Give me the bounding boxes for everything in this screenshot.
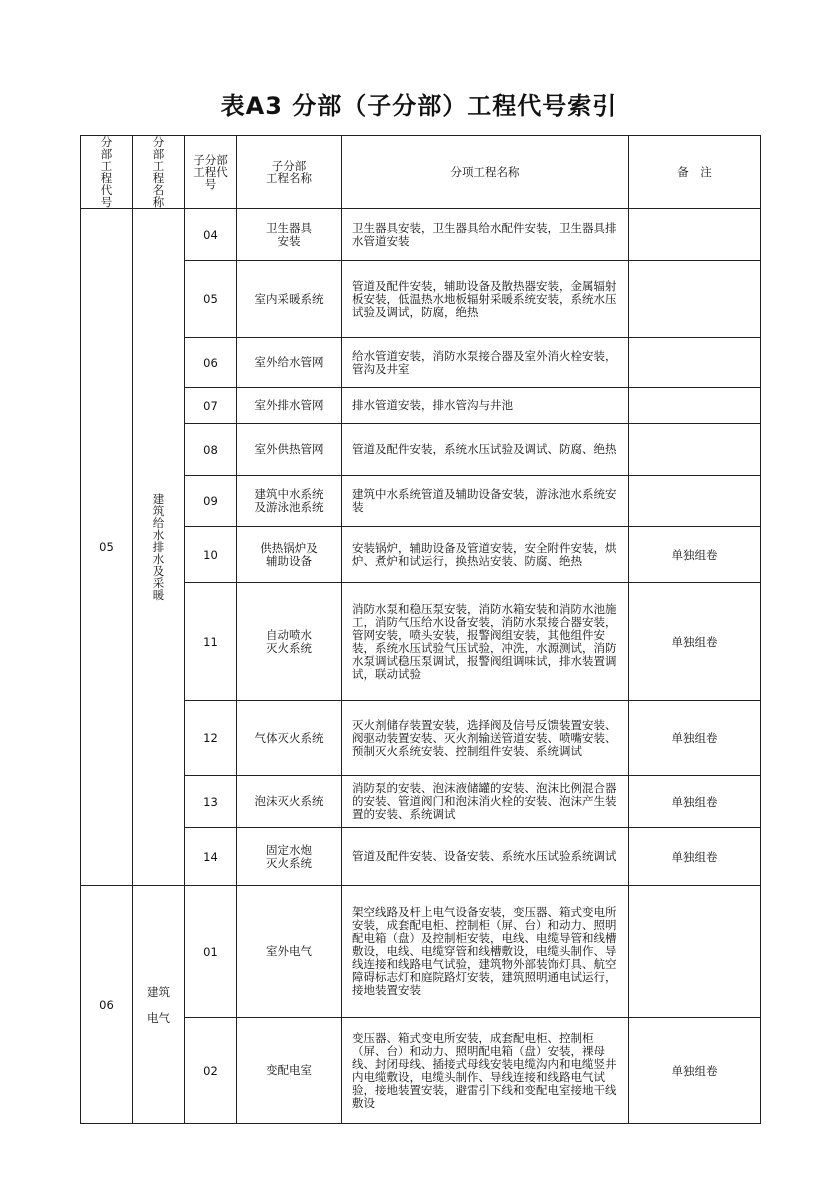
page-title: 表A3 分部（子分部）工程代号索引 — [220, 92, 618, 120]
subdivision-code: 09 — [185, 476, 237, 527]
item-names: 安装锅炉，辅助设备及管道安装，安全附件安装，烘炉、煮炉和试运行，换热站安装、防腐、绝热 — [342, 527, 629, 583]
header-subdiv-code: 子分部工程代号 — [185, 136, 237, 209]
subdivision-name: 室内采暖系统 — [237, 261, 342, 338]
item-names: 卫生器具安装，卫生器具给水配件安装，卫生器具排水管道安装 — [342, 209, 629, 261]
subdivision-name: 固定水炮 灭火系统 — [237, 828, 342, 886]
header-div-name: 分部工程名称 — [133, 136, 185, 209]
note — [629, 886, 761, 1018]
note: 单独组卷 — [629, 776, 761, 828]
note: 单独组卷 — [629, 527, 761, 583]
subdivision-code: 04 — [185, 209, 237, 261]
division-code: 05 — [81, 209, 133, 886]
item-names: 给水管道安装，消防水泵接合器及室外消火栓安装，管沟及井室 — [342, 338, 629, 388]
index-table — [80, 135, 761, 1124]
item-names: 管道及配件安装、设备安装、系统水压试验系统调试 — [342, 828, 629, 886]
note: 单独组卷 — [629, 701, 761, 776]
note — [629, 476, 761, 527]
subdivision-name: 建筑中水系统 及游泳池系统 — [237, 476, 342, 527]
note: 单独组卷 — [629, 1018, 761, 1124]
subdivision-name: 室外给水管网 — [237, 338, 342, 388]
division-code: 06 — [81, 886, 133, 1124]
header-subdiv-name: 子分部 工程名称 — [237, 136, 342, 209]
subdivision-name: 室外供热管网 — [237, 424, 342, 476]
header-item-names: 分项工程名称 — [342, 136, 629, 209]
division-name: 建筑 电气 — [133, 886, 185, 1124]
item-names: 消防泵的安装、泡沫液储罐的安装、泡沫比例混合器的安装、管道阀门和泡沫消火栓的安装、泡沫产生装置的安装、系统调试 — [342, 776, 629, 828]
note — [629, 388, 761, 424]
subdivision-code: 14 — [185, 828, 237, 886]
header-div-code: 分部工程代号 — [81, 136, 133, 209]
subdivision-name: 供热锅炉及 辅助设备 — [237, 527, 342, 583]
subdivision-code: 13 — [185, 776, 237, 828]
subdivision-name: 室外排水管网 — [237, 388, 342, 424]
table-row — [81, 886, 761, 1018]
item-names: 消防水泵和稳压泵安装，消防水箱安装和消防水池施工，消防气压给水设备安装，消防水泵接合器安装，管网安装，喷头安装，报警阀组安装，其他组件安装，系统水压试验气压试验，冲洗，水源测试，消防水泵调试稳压泵调试，报警阀组调味试，排水装置调试，联动试验 — [342, 583, 629, 701]
note — [629, 338, 761, 388]
note — [629, 424, 761, 476]
subdivision-code: 11 — [185, 583, 237, 701]
item-names: 管道及配件安装，系统水压试验及调试、防腐、绝热 — [342, 424, 629, 476]
note — [629, 261, 761, 338]
item-names: 架空线路及杆上电气设备安装，变压器、箱式变电所安装，成套配电柜、控制柜（屏、台）和动力、照明配电箱（盘）及控制柜安装，电线、电缆导管和线槽敷设，电线、电缆穿管和线槽敷设，电缆头制作、导线连接和线路电气试验，建筑物外部装饰灯具、航空障碍标志灯和庭院路灯安装，建筑照明通电试运行，接地装置安装 — [342, 886, 629, 1018]
table-row — [81, 209, 761, 261]
note: 单独组卷 — [629, 828, 761, 886]
item-names: 建筑中水系统管道及辅助设备安装，游泳池水系统安装 — [342, 476, 629, 527]
subdivision-code: 12 — [185, 701, 237, 776]
subdivision-code: 08 — [185, 424, 237, 476]
division-name: 建筑给水排水及采暖 — [133, 209, 185, 886]
subdivision-code: 07 — [185, 388, 237, 424]
item-names: 排水管道安装，排水管沟与井池 — [342, 388, 629, 424]
subdivision-name: 自动喷水 灭火系统 — [237, 583, 342, 701]
subdivision-code: 01 — [185, 886, 237, 1018]
subdivision-code: 05 — [185, 261, 237, 338]
subdivision-name: 气体灭火系统 — [237, 701, 342, 776]
subdivision-code: 06 — [185, 338, 237, 388]
item-names: 灭火剂储存装置安装，选择阀及信号反馈装置安装、阀驱动装置安装、灭火剂输送管道安装、喷嘴安装、预制灭火系统安装、控制组件安装、系统调试 — [342, 701, 629, 776]
subdivision-name: 泡沫灭火系统 — [237, 776, 342, 828]
subdivision-name: 卫生器具 安装 — [237, 209, 342, 261]
subdivision-code: 10 — [185, 527, 237, 583]
header-row — [81, 136, 761, 209]
note — [629, 209, 761, 261]
subdivision-code: 02 — [185, 1018, 237, 1124]
subdivision-name: 变配电室 — [237, 1018, 342, 1124]
item-names: 管道及配件安装，辅助设备及散热器安装，金属辐射板安装，低温热水地板辐射采暖系统安装，系统水压试验及调试，防腐，绝热 — [342, 261, 629, 338]
subdivision-name: 室外电气 — [237, 886, 342, 1018]
item-names: 变压器、箱式变电所安装，成套配电柜、控制柜（屏、台）和动力、照明配电箱（盘）安装，裸母线、封闭母线、插接式母线安装电缆沟内和电缆竖井内电缆敷设，电缆头制作、导线连接和线路电气试验，接地装置安装，避雷引下线和变配电室接地干线敷设 — [342, 1018, 629, 1124]
header-notes: 备 注 — [629, 136, 761, 209]
note: 单独组卷 — [629, 583, 761, 701]
